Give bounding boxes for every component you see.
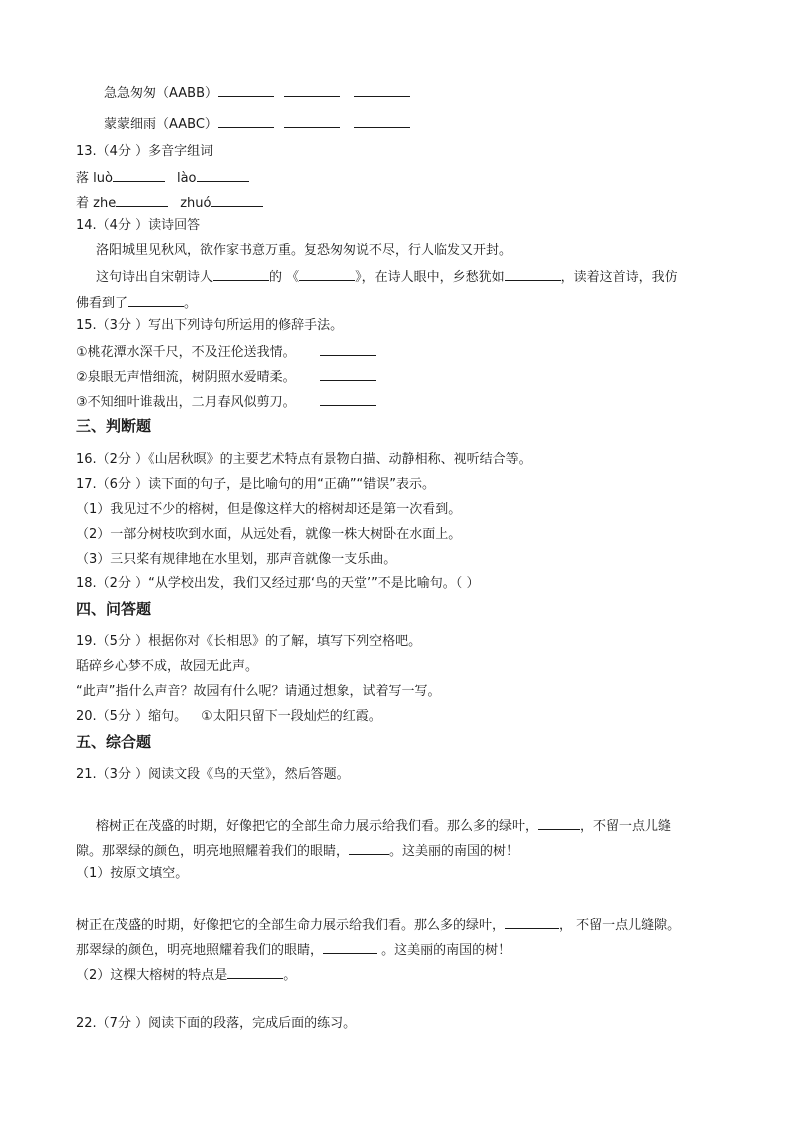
answer-blank[interactable] xyxy=(354,115,410,128)
q21-fill-line-1: 树正在茂盛的时期，好像把它的全部生命力展示给我们看。那么多的绿叶， ， 不留一点儿缝隙。 xyxy=(76,918,681,933)
q20: 20.（5分 ）缩句。 ①太阳只留下一段灿烂的红霞。 xyxy=(76,709,382,724)
q12-row-1 xyxy=(104,84,410,102)
q21-title: 21.（3分 ）阅读文段《鸟的天堂》，然后答题。 xyxy=(76,767,350,782)
q15-item-2: ②泉眼无声惜细流，树阴照水爱晴柔。 xyxy=(76,368,376,386)
q21-sub-1: （1）按原文填空。 xyxy=(76,866,189,881)
section-heading-4: 四、问答题 xyxy=(76,600,152,618)
section-heading-5: 五、综合题 xyxy=(76,733,152,751)
q16: 16.（2分 ）《山居秋暝》的主要艺术特点有景物白描、动静相称、视听结合等。 xyxy=(76,452,532,467)
answer-blank[interactable] xyxy=(284,115,340,128)
answer-blank[interactable] xyxy=(538,817,580,830)
answer-blank[interactable] xyxy=(320,368,376,381)
answer-blank[interactable] xyxy=(218,84,274,97)
answer-blank[interactable] xyxy=(128,294,184,307)
answer-blank[interactable] xyxy=(505,916,559,929)
q12-word-2: 蒙蒙细雨（AABC） xyxy=(104,117,218,132)
q14-poem: 洛阳城里见秋风，欲作家书意万重。复恐匆匆说不尽，行人临发又开封。 xyxy=(96,243,513,258)
answer-blank[interactable] xyxy=(320,343,376,356)
answer-blank[interactable] xyxy=(113,169,165,182)
q21-fill-line-2: 那翠绿的颜色，明亮地照耀着我们的眼睛， 。这美丽的南国的树！ xyxy=(76,943,512,958)
answer-blank[interactable] xyxy=(349,842,389,855)
q21-passage-line-1: 榕树正在茂盛的时期，好像把它的全部生命力展示给我们看。那么多的绿叶， ，不留一点儿缝 xyxy=(96,819,672,834)
q22: 22.（7分 ）阅读下面的段落，完成后面的练习。 xyxy=(76,1016,357,1031)
answer-blank[interactable] xyxy=(227,966,283,979)
q17-title: 17.（6分 ）读下面的句子，是比喻句的用“正确”“错误”表示。 xyxy=(76,477,436,492)
q14-title: 14.（4分 ）读诗回答 xyxy=(76,218,201,233)
answer-blank[interactable] xyxy=(354,84,410,97)
q18: 18.（2分 ）“从学校出发，我们又经过那‘鸟的天堂’”不是比喻句。（ ） xyxy=(76,576,480,591)
q14-line-1: 这句诗出自宋朝诗人 的 《 》，在诗人眼中，乡愁犹如 ，读着这首诗，我仿 xyxy=(96,270,678,285)
q21-passage-line-2: 隙。那翠绿的颜色，明亮地照耀着我们的眼睛， 。这美丽的南国的树！ xyxy=(76,844,520,859)
q13-row-2: 着 zhe zhuó xyxy=(76,194,263,212)
answer-blank[interactable] xyxy=(505,268,561,281)
q12-row-2 xyxy=(104,115,410,133)
q17-item-2: （2）一部分树枝吹到水面，从远处看，就像一株大树卧在水面上。 xyxy=(76,527,462,542)
q15-title: 15.（3分 ）写出下列诗句所运用的修辞手法。 xyxy=(76,318,344,333)
section-heading-3: 三、判断题 xyxy=(76,417,152,435)
q14-line-2: 佛看到了 。 xyxy=(76,296,198,311)
q15-item-3: ③不知细叶谁裁出，二月春风似剪刀。 xyxy=(76,393,376,411)
q17-item-1: （1）我见过不少的榕树，但是像这样大的榕树却还是第一次看到。 xyxy=(76,502,462,517)
answer-blank[interactable] xyxy=(320,393,376,406)
q19-line-2: “此声”指什么声音？故园有什么呢？请通过想象，试着写一写。 xyxy=(76,684,441,699)
answer-blank[interactable] xyxy=(218,115,274,128)
answer-blank[interactable] xyxy=(323,941,377,954)
q12-word-1: 急急匆匆（AABB） xyxy=(104,86,218,101)
answer-blank[interactable] xyxy=(116,194,168,207)
q15-item-1: ①桃花潭水深千尺，不及汪伦送我情。 xyxy=(76,343,376,361)
answer-blank[interactable] xyxy=(213,268,269,281)
q21-sub-2: （2）这棵大榕树的特点是 。 xyxy=(76,968,297,983)
q19-title: 19.（5分 ）根据你对《长相思》的了解，填写下列空格吧。 xyxy=(76,634,422,649)
q13-row-1: 落 luò lào xyxy=(76,169,249,187)
q13-title: 13.（4分 ）多音字组词 xyxy=(76,144,214,159)
answer-blank[interactable] xyxy=(299,268,355,281)
q17-item-3: （3）三只桨有规律地在水里划，那声音就像一支乐曲。 xyxy=(76,552,397,567)
q19-line-1: 聒碎乡心梦不成，故园无此声。 xyxy=(76,659,259,674)
answer-blank[interactable] xyxy=(197,169,249,182)
answer-blank[interactable] xyxy=(211,194,263,207)
answer-blank[interactable] xyxy=(284,84,340,97)
